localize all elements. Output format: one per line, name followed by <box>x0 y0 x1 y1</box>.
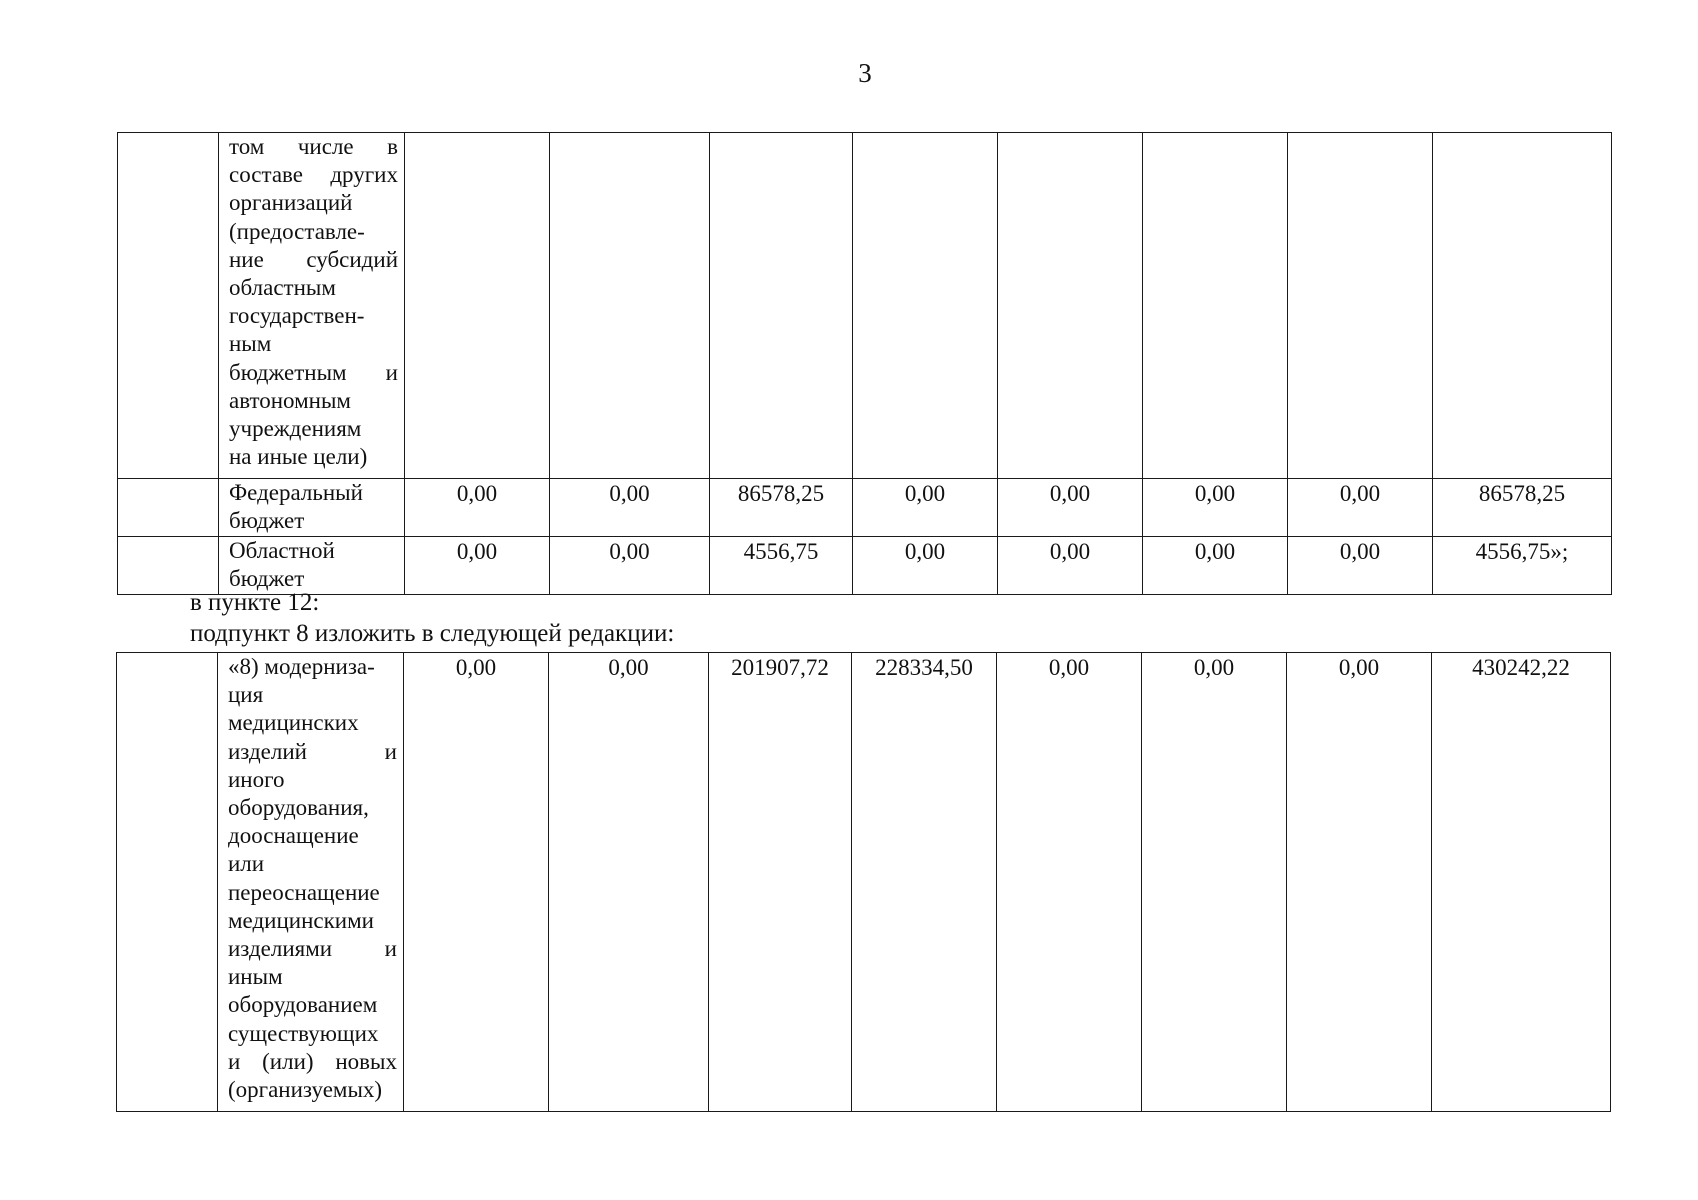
indicator-name-line: ным <box>229 331 272 357</box>
table-row <box>118 537 1612 595</box>
indicator-name-line: Областной <box>229 538 335 563</box>
value-cell: 0,00 <box>853 479 998 537</box>
indicator-name-line: медицинскими <box>228 907 374 933</box>
value-cell: 0,00 <box>550 537 710 595</box>
value-cell: 0,00 <box>1143 537 1288 595</box>
indicator-name-line: ция <box>228 682 264 708</box>
value-cell: 4556,75 <box>710 537 853 595</box>
indicator-name-line: областным <box>229 275 336 301</box>
table-row <box>118 133 1612 479</box>
value-cell: 0,00 <box>1142 653 1287 1112</box>
indicator-name-line: на иные цели) <box>229 444 368 470</box>
indicator-name-line: организаций <box>229 190 353 216</box>
indicator-name-line: бюджет <box>229 508 305 534</box>
value-cell <box>1143 133 1288 479</box>
indicator-name-line: изделиями и <box>228 936 397 962</box>
paragraph-subpoint-8: подпункт 8 изложить в следующей редакции: <box>190 620 675 647</box>
indicator-name-line: оборудованием <box>228 992 378 1018</box>
value-cell: 0,00 <box>405 537 550 595</box>
value-cell: 0,00 <box>853 537 998 595</box>
value-cell: 0,00 <box>998 479 1143 537</box>
indicator-name-line: бюджет <box>229 566 305 592</box>
row-number-cell <box>118 537 219 595</box>
value-cell <box>853 133 998 479</box>
indicator-name-cell <box>219 537 405 595</box>
value-cell: 201907,72 <box>709 653 852 1112</box>
value-cell: 0,00 <box>404 653 549 1112</box>
value-cell <box>1288 133 1433 479</box>
value-cell: 0,00 <box>549 653 709 1112</box>
value-cell: 86578,25 <box>710 479 853 537</box>
indicator-name-line: дооснащение <box>228 823 359 849</box>
value-cell: 0,00 <box>1143 479 1288 537</box>
page-number: 3 <box>858 58 872 88</box>
value-cell: 0,00 <box>550 479 710 537</box>
value-cell: 86578,25 <box>1433 479 1612 537</box>
table-bottom-body <box>117 653 1611 1112</box>
row-number-cell <box>118 479 219 537</box>
indicator-name-line: существующих <box>228 1020 379 1046</box>
indicator-name-line: переоснащение <box>228 879 380 905</box>
value-cell <box>710 133 853 479</box>
value-cell: 0,00 <box>1288 537 1433 595</box>
value-cell: 4556,75»; <box>1433 537 1612 595</box>
indicator-name-line: изделий и <box>228 738 397 764</box>
indicator-name-line: государствен- <box>229 303 365 329</box>
indicator-name-line: Федеральный <box>229 480 363 505</box>
indicator-name-cell <box>219 479 405 537</box>
indicator-name-line: иным <box>228 964 283 990</box>
indicator-name-cell <box>219 133 405 479</box>
row-number-cell <box>118 133 219 479</box>
indicator-name-line: «8) модерниза- <box>228 654 375 679</box>
table-row <box>117 653 1611 1112</box>
indicator-name-line: или <box>228 851 265 877</box>
value-cell: 0,00 <box>997 653 1142 1112</box>
indicator-name-line: медицинских <box>228 710 359 736</box>
indicator-name-line: (организуемых) <box>228 1077 383 1103</box>
value-cell: 0,00 <box>1287 653 1432 1112</box>
indicator-name-line: оборудования, <box>228 795 369 821</box>
table-top-body <box>118 133 1612 595</box>
indicator-name-line: иного <box>228 766 285 792</box>
value-cell <box>998 133 1143 479</box>
value-cell <box>1433 133 1612 479</box>
value-cell: 430242,22 <box>1432 653 1611 1112</box>
value-cell <box>550 133 710 479</box>
value-cell: 0,00 <box>998 537 1143 595</box>
budget-table-bottom <box>116 652 1611 1112</box>
paragraph-point-12: в пункте 12: <box>190 589 320 616</box>
indicator-name-line: автономным <box>229 387 351 413</box>
indicator-name-line: составе других <box>229 162 398 188</box>
indicator-name-line: том числе в <box>229 134 398 159</box>
indicator-name-line: ние субсидий <box>229 246 398 272</box>
value-cell: 0,00 <box>405 479 550 537</box>
table-row <box>118 479 1612 537</box>
indicator-name-line: бюджетным и <box>229 359 398 385</box>
indicator-name-line: и (или) новых <box>228 1048 397 1074</box>
indicator-name-line: (предоставле- <box>229 218 365 244</box>
value-cell: 0,00 <box>1288 479 1433 537</box>
value-cell <box>405 133 550 479</box>
indicator-name-cell <box>218 653 404 1112</box>
value-cell: 228334,50 <box>852 653 997 1112</box>
row-number-cell <box>117 653 218 1112</box>
budget-table-top <box>117 132 1612 595</box>
indicator-name-line: учреждениям <box>229 416 362 442</box>
